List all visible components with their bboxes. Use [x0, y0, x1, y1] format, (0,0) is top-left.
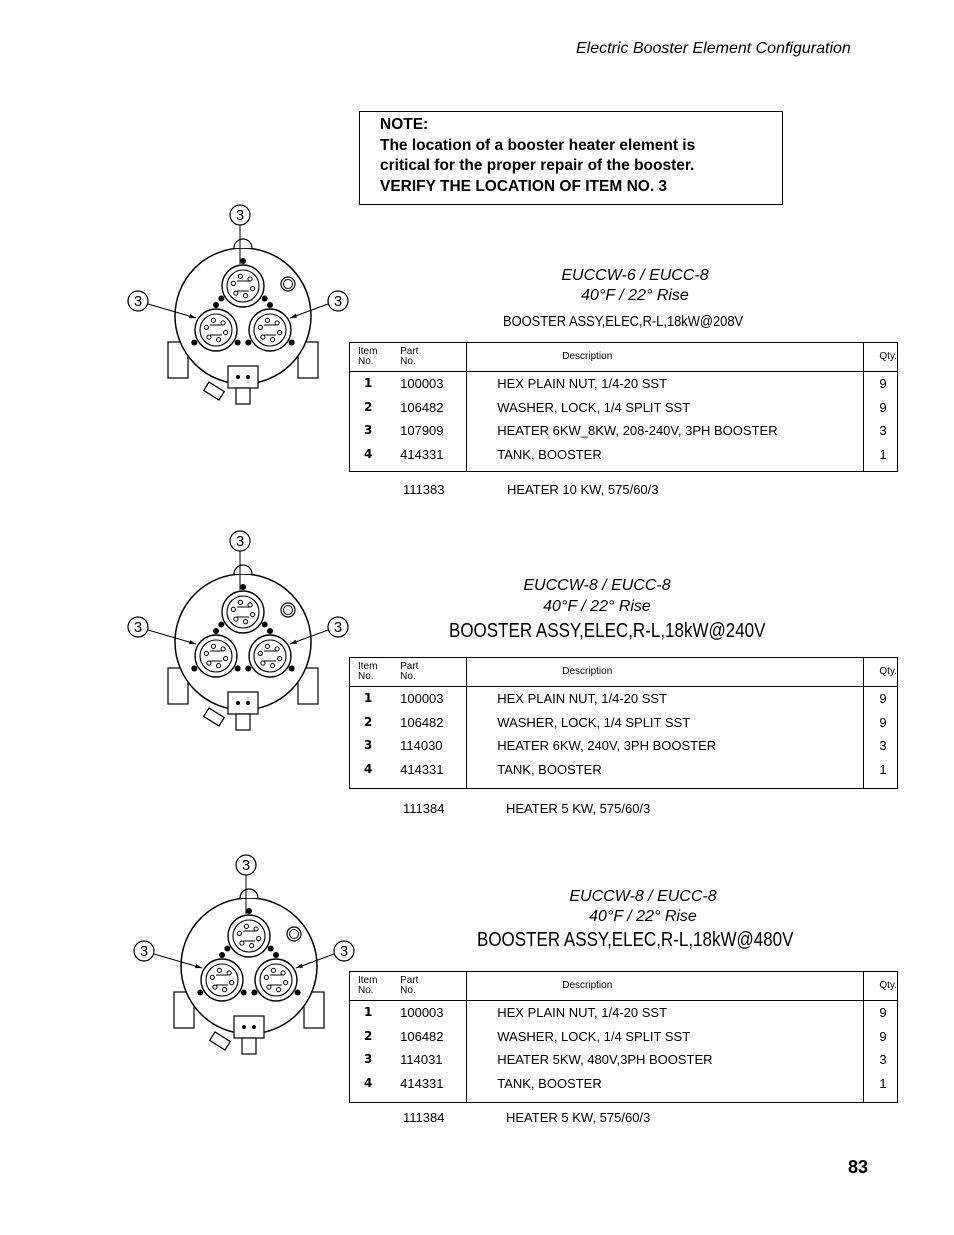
inlet-stub — [204, 708, 225, 726]
callout-label: 3 — [333, 619, 343, 636]
alt-part-number: 111384 — [403, 1110, 445, 1125]
part-no-header: Part No. — [400, 972, 467, 1001]
terminal-dot — [252, 1025, 256, 1029]
bolt-icon — [246, 908, 252, 914]
parts-table — [349, 971, 898, 1103]
bolt-icon — [267, 628, 273, 634]
table-row: 4 414331 TANK, BOOSTER 1 — [350, 758, 898, 789]
table-row: 1 100003 HEX PLAIN NUT, 1/4-20 SST 9 — [350, 372, 898, 396]
table-row: 4 414331 TANK, BOOSTER 1 — [350, 443, 898, 472]
table-row: 3 114031 HEATER 5KW, 480V,3PH BOOSTER 3 — [350, 1048, 898, 1072]
bolt-icon — [218, 622, 224, 628]
bolt-icon — [213, 302, 219, 308]
lifting-tab — [234, 565, 252, 574]
item-no-header: Item No. — [350, 972, 401, 1001]
terminal-dot — [242, 1025, 246, 1029]
callout-label: 3 — [235, 207, 245, 224]
bolt-icon — [273, 952, 279, 958]
bolt-icon — [262, 296, 268, 302]
terminal-dot — [246, 701, 250, 705]
bolt-icon — [289, 340, 295, 346]
callout-label: 3 — [241, 857, 251, 874]
tank-shell — [181, 898, 317, 1034]
bolt-icon — [245, 340, 251, 346]
tank-shell — [175, 248, 311, 384]
bolt-icon — [235, 666, 241, 672]
inlet-stub — [204, 382, 225, 400]
note-line: VERIFY THE LOCATION OF ITEM NO. 3 — [380, 177, 668, 195]
item-no-header: Item No. — [350, 658, 401, 687]
bolt-icon — [224, 946, 230, 952]
note-line: NOTE: — [380, 116, 429, 133]
table-row: 1 100003 HEX PLAIN NUT, 1/4-20 SST 9 — [350, 1001, 898, 1025]
table-row: 2 106482 WASHER, LOCK, 1/4 SPLIT SST 9 — [350, 396, 898, 420]
lifting-tab — [234, 239, 252, 248]
model-name: EUCCW-8 / EUCC-8 — [523, 577, 671, 594]
model-name: EUCCW-8 / EUCC-8 — [569, 888, 717, 905]
assembly-title: BOOSTER ASSY,ELEC,R-L,18kW@480V — [477, 929, 794, 951]
drain-stub — [236, 714, 250, 730]
item-no-header: Item No. — [350, 343, 401, 372]
drain-stub — [236, 388, 250, 404]
table-row: 3 114030 HEATER 6KW, 240V, 3PH BOOSTER 3 — [350, 734, 898, 758]
terminal-dot — [246, 375, 250, 379]
parts-table — [349, 342, 898, 472]
bolt-icon — [235, 340, 241, 346]
terminal-box — [228, 366, 258, 388]
table-row: 4 414331 TANK, BOOSTER 1 — [350, 1072, 898, 1103]
table-row: 1 100003 HEX PLAIN NUT, 1/4-20 SST 9 — [350, 687, 898, 711]
bolt-icon — [241, 990, 247, 996]
terminal-dot — [236, 701, 240, 705]
bolt-icon — [268, 946, 274, 952]
bolt-icon — [191, 340, 197, 346]
alt-part-description: HEATER 10 KW, 575/60/3 — [507, 482, 659, 497]
temperature-rise: 40°F / 22° Rise — [543, 598, 651, 615]
assembly-title: BOOSTER ASSY,ELEC,R-L,18kW@208V — [503, 313, 744, 330]
description-header: Description — [467, 972, 864, 1001]
bolt-icon — [295, 990, 301, 996]
lifting-tab — [240, 889, 258, 898]
part-no-header: Part No. — [400, 343, 467, 372]
temperature-rise: 40°F / 22° Rise — [581, 287, 689, 304]
terminal-box — [234, 1016, 264, 1038]
booster-diagram-480v — [126, 850, 366, 1065]
note-line: critical for the proper repair of the booster. — [380, 157, 695, 174]
part-no-header: Part No. — [400, 658, 467, 687]
bolt-icon — [245, 666, 251, 672]
booster-diagram-208v — [120, 200, 360, 415]
qty-header: Qty. — [864, 343, 898, 372]
bolt-icon — [240, 584, 246, 590]
callout-label: 3 — [333, 293, 343, 310]
bolt-icon — [251, 990, 257, 996]
tank-shell — [175, 574, 311, 710]
alt-part-description: HEATER 5 KW, 575/60/3 — [506, 801, 651, 816]
booster-diagram-240v — [120, 526, 360, 741]
note-box — [359, 111, 783, 205]
description-header: Description — [467, 658, 864, 687]
drain-stub — [242, 1038, 256, 1054]
assembly-title: BOOSTER ASSY,ELEC,R-L,18kW@240V — [449, 620, 766, 642]
terminal-box — [228, 692, 258, 714]
bolt-icon — [218, 296, 224, 302]
model-name: EUCCW-6 / EUCC-8 — [561, 267, 709, 284]
bolt-icon — [197, 990, 203, 996]
bolt-icon — [267, 302, 273, 308]
terminal-dot — [236, 375, 240, 379]
bolt-icon — [289, 666, 295, 672]
bolt-icon — [262, 622, 268, 628]
callout-label: 3 — [139, 943, 149, 960]
alt-part-number: 111383 — [403, 482, 445, 497]
inlet-stub — [210, 1032, 231, 1050]
qty-header: Qty. — [864, 658, 898, 687]
callout-label: 3 — [133, 293, 143, 310]
bolt-icon — [219, 952, 225, 958]
table-row: 3 107909 HEATER 6KW_8KW, 208-240V, 3PH BOOSTER 3 — [350, 419, 898, 443]
bolt-icon — [191, 666, 197, 672]
table-row: 2 106482 WASHER, LOCK, 1/4 SPLIT SST 9 — [350, 711, 898, 735]
qty-header: Qty. — [864, 972, 898, 1001]
note-line: The location of a booster heater element is — [380, 136, 696, 154]
alt-part-number: 111384 — [403, 801, 445, 816]
page-number: 83 — [848, 1157, 869, 1177]
callout-label: 3 — [235, 533, 245, 550]
table-row: 2 106482 WASHER, LOCK, 1/4 SPLIT SST 9 — [350, 1025, 898, 1049]
page-header-title: Electric Booster Element Configuration — [576, 40, 851, 57]
callout-label: 3 — [133, 619, 143, 636]
alt-part-description: HEATER 5 KW, 575/60/3 — [506, 1110, 651, 1125]
temperature-rise: 40°F / 22° Rise — [589, 908, 697, 925]
bolt-icon — [213, 628, 219, 634]
description-header: Description — [467, 343, 864, 372]
callout-label: 3 — [339, 943, 349, 960]
parts-table — [349, 657, 898, 789]
bolt-icon — [240, 258, 246, 264]
